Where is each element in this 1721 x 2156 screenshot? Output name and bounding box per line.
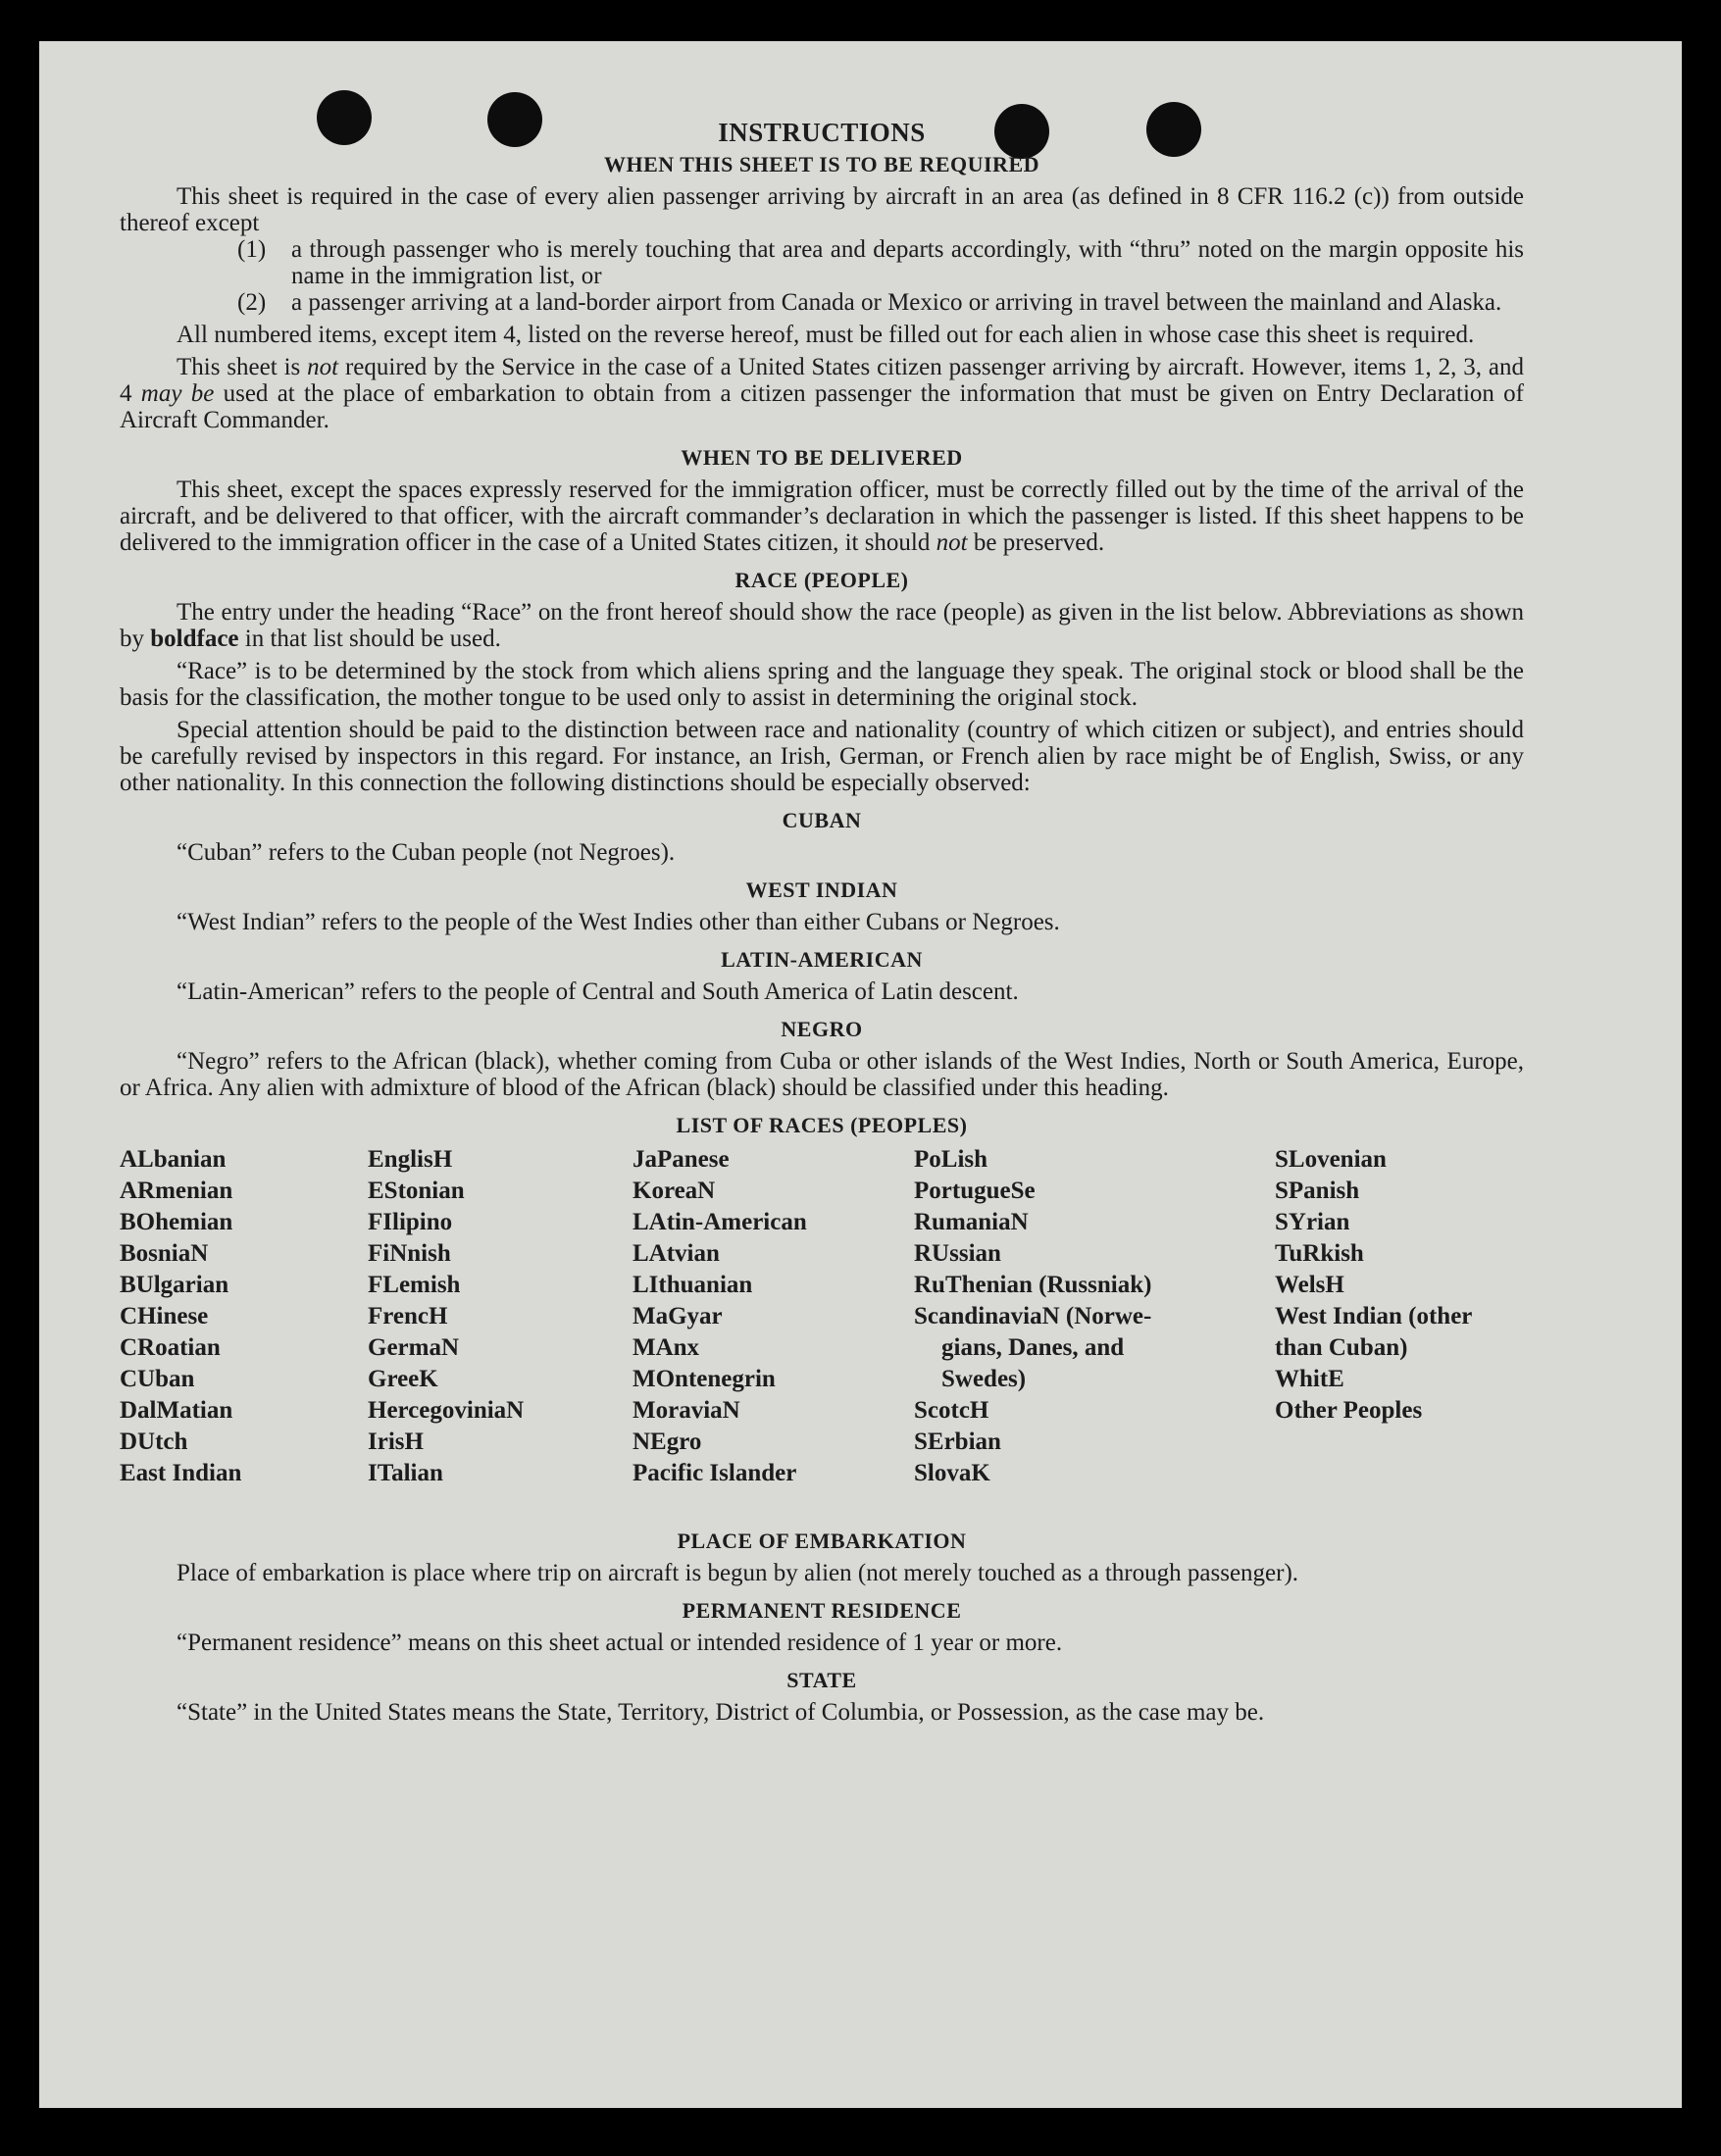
when-required-intro: This sheet is required in the case of every alien passenger arriving by aircraft in an area (as defined in 8 CFR 116.2 (c)) from outside thereof except — [120, 183, 1524, 236]
race-entry: PoLish — [914, 1146, 988, 1173]
race-entry: GermaN — [368, 1334, 460, 1361]
race-entry: FiNnish — [368, 1240, 451, 1267]
race-column-4 — [914, 1144, 1151, 1489]
permanent-residence-heading: PERMANENT RESIDENCE — [682, 1598, 962, 1623]
race-entry: BOhemian — [120, 1209, 233, 1235]
exception-item-2-text: a passenger arriving at a land-border airport from Canada or Mexico or arriving in travel between the mainland and Alaska. — [291, 289, 1502, 316]
race-entry: CUban — [120, 1366, 195, 1392]
race-entry: SlovaK — [914, 1460, 990, 1486]
exception-item-1 — [237, 236, 1524, 289]
race-paragraph-3: Special attention should be paid to the distinction between race and nationality (country of which citizen or subject), and entries should be carefully revised by inspectors in this regard. For instance, an Irish, German, or French alien by race might be of English, Swiss, or any other nationality. In this connection the following distinctions should be especially observed: — [120, 717, 1524, 796]
race-entry-continued: Swedes) — [941, 1366, 1027, 1392]
race-paragraph-1-part-b: in that list should be used. — [238, 626, 501, 652]
race-entry: FLemish — [368, 1272, 461, 1298]
race-entry: KoreaN — [633, 1178, 716, 1204]
citizen-paragraph-not: not — [307, 354, 339, 380]
exception-item-1-number: (1) — [237, 236, 267, 263]
race-entry: HercegoviniaN — [368, 1397, 525, 1424]
exception-item-2 — [237, 289, 1524, 316]
latin-american-heading: LATIN-AMERICAN — [721, 947, 923, 972]
citizen-paragraph-part-b: required by the Service in the case of a United States citizen passenger arriving by aircraft. However, items 1, 2, 3, and 4 — [120, 354, 1524, 407]
race-entry: ITalian — [368, 1460, 443, 1486]
when-delivered-not: not — [936, 529, 968, 556]
citizen-paragraph — [120, 354, 1524, 433]
when-delivered-part-a: This sheet, except the spaces expressly reserved for the immigration officer, must be correctly filled out by the time of the arrival of the aircraft, and be delivered to that officer, with the aircraft commander’s declaration in which the passenger is listed. If this sheet happens to be delivered to the immigration officer in the case of a United States citizen, it should — [120, 476, 1524, 556]
race-entry: East Indian — [120, 1460, 242, 1486]
race-heading: RACE (PEOPLE) — [734, 568, 909, 592]
exception-item-2-number: (2) — [237, 289, 267, 316]
race-column-2 — [368, 1144, 524, 1489]
race-entry: CRoatian — [120, 1334, 221, 1361]
list-of-races — [120, 1144, 1524, 1517]
race-entry: DUtch — [120, 1429, 188, 1455]
instructions-content — [120, 118, 1524, 1726]
race-entry: RumaniaN — [914, 1209, 1029, 1235]
race-paragraph-2: “Race” is to be determined by the stock from which aliens spring and the language they speak. The original stock or blood shall be the basis for the classification, the mother tongue to be used only to assist in determining the original stock. — [120, 658, 1524, 711]
race-entry: IrisH — [368, 1429, 424, 1455]
citizen-paragraph-part-a: This sheet is — [177, 354, 308, 380]
numbered-items-paragraph: All numbered items, except item 4, listed on the reverse hereof, must be filled out for each alien in whose case this sheet is required. — [177, 322, 1475, 348]
west-indian-heading: WEST INDIAN — [745, 877, 898, 902]
race-entry: FrencH — [368, 1303, 448, 1329]
race-entry: CHinese — [120, 1303, 209, 1329]
race-entry: ScotcH — [914, 1397, 989, 1424]
race-entry: BUlgarian — [120, 1272, 229, 1298]
when-required-heading: WHEN THIS SHEET IS TO BE REQUIRED — [603, 152, 1040, 176]
race-entry: LAtvian — [633, 1240, 720, 1267]
citizen-paragraph-may-be: may be — [140, 380, 215, 407]
race-entry: BosniaN — [120, 1240, 209, 1267]
cuban-text: “Cuban” refers to the Cuban people (not Negroes). — [177, 839, 676, 866]
race-entry: SPanish — [1275, 1178, 1360, 1204]
race-entry: JaPanese — [633, 1146, 730, 1173]
race-entry: LIthuanian — [633, 1272, 753, 1298]
race-paragraph-1 — [120, 599, 1524, 652]
race-column-1 — [120, 1144, 241, 1489]
race-entry: EnglisH — [368, 1146, 453, 1173]
race-entry: WelsH — [1275, 1272, 1344, 1298]
race-entry: NEgro — [633, 1429, 702, 1455]
race-entry: ALbanian — [120, 1146, 227, 1173]
race-entry: EStonian — [368, 1178, 465, 1204]
race-entry: MaGyar — [633, 1303, 723, 1329]
race-entry: MoraviaN — [633, 1397, 740, 1424]
when-delivered-paragraph — [120, 476, 1524, 556]
race-entry: LAtin-American — [633, 1209, 807, 1235]
embarkation-heading: PLACE OF EMBARKATION — [677, 1529, 967, 1553]
race-entry: Pacific Islander — [633, 1460, 797, 1486]
race-entry: ScandinaviaN (Norwe- — [914, 1303, 1152, 1329]
page-title: INSTRUCTIONS — [718, 118, 926, 147]
race-entry: WhitE — [1275, 1366, 1344, 1392]
race-entry: RUssian — [914, 1240, 1001, 1267]
cuban-heading: CUBAN — [782, 808, 862, 832]
race-entry: GreeK — [368, 1366, 438, 1392]
when-delivered-part-b: be preserved. — [967, 529, 1105, 556]
latin-american-text: “Latin-American” refers to the people of Central and South America of Latin descent. — [177, 978, 1019, 1005]
race-entry-continued: than Cuban) — [1275, 1334, 1408, 1361]
negro-heading: NEGRO — [781, 1017, 863, 1041]
exception-item-1-text: a through passenger who is merely touching that area and departs accordingly, with “thru” noted on the margin opposite his name in the immigration list, or — [291, 236, 1524, 289]
list-of-races-heading: LIST OF RACES (PEOPLES) — [676, 1113, 968, 1137]
race-entry: SYrian — [1275, 1209, 1350, 1235]
race-entry: SLovenian — [1275, 1146, 1387, 1173]
race-entry: PortugueSe — [914, 1178, 1036, 1204]
state-heading: STATE — [786, 1668, 857, 1692]
document-sheet — [39, 41, 1682, 2108]
race-entry: TuRkish — [1275, 1240, 1364, 1267]
race-entry: Other Peoples — [1275, 1397, 1423, 1424]
race-entry: MAnx — [633, 1334, 700, 1361]
race-entry: MOntenegrin — [633, 1366, 776, 1392]
race-entry: ARmenian — [120, 1178, 233, 1204]
race-paragraph-1-boldface: boldface — [150, 626, 239, 652]
race-paragraph-1-part-a: The entry under the heading “Race” on the front hereof should show the race (people) as given in the list below. Abbreviations as shown by — [120, 599, 1524, 652]
race-entry: West Indian (other — [1275, 1303, 1473, 1329]
when-delivered-heading: WHEN TO BE DELIVERED — [681, 445, 963, 470]
permanent-residence-text: “Permanent residence” means on this sheet actual or intended residence of 1 year or more. — [177, 1630, 1063, 1656]
embarkation-text: Place of embarkation is place where trip on aircraft is begun by alien (not merely touched as a through passenger). — [177, 1560, 1299, 1586]
race-column-5 — [1275, 1144, 1472, 1427]
race-entry: RuThenian (Russniak) — [914, 1272, 1152, 1298]
race-column-3 — [633, 1144, 807, 1489]
state-text: “State” in the United States means the State, Territory, District of Columbia, or Possession, as the case may be. — [177, 1699, 1265, 1726]
citizen-paragraph-part-c: used at the place of embarkation to obtain from a citizen passenger the information that must be given on Entry Declaration of Aircraft Commander. — [120, 380, 1525, 433]
race-entry: DalMatian — [120, 1397, 233, 1424]
west-indian-text: “West Indian” refers to the people of the West Indies other than either Cubans or Negroes. — [177, 909, 1060, 935]
negro-text: “Negro” refers to the African (black), whether coming from Cuba or other islands of the West Indies, North or South America, Europe, or Africa. Any alien with admixture of blood of the African (black) should be classified under this heading. — [120, 1048, 1524, 1101]
race-entry: FIlipino — [368, 1209, 453, 1235]
race-entry-continued: gians, Danes, and — [941, 1334, 1125, 1361]
race-entry: SErbian — [914, 1429, 1001, 1455]
